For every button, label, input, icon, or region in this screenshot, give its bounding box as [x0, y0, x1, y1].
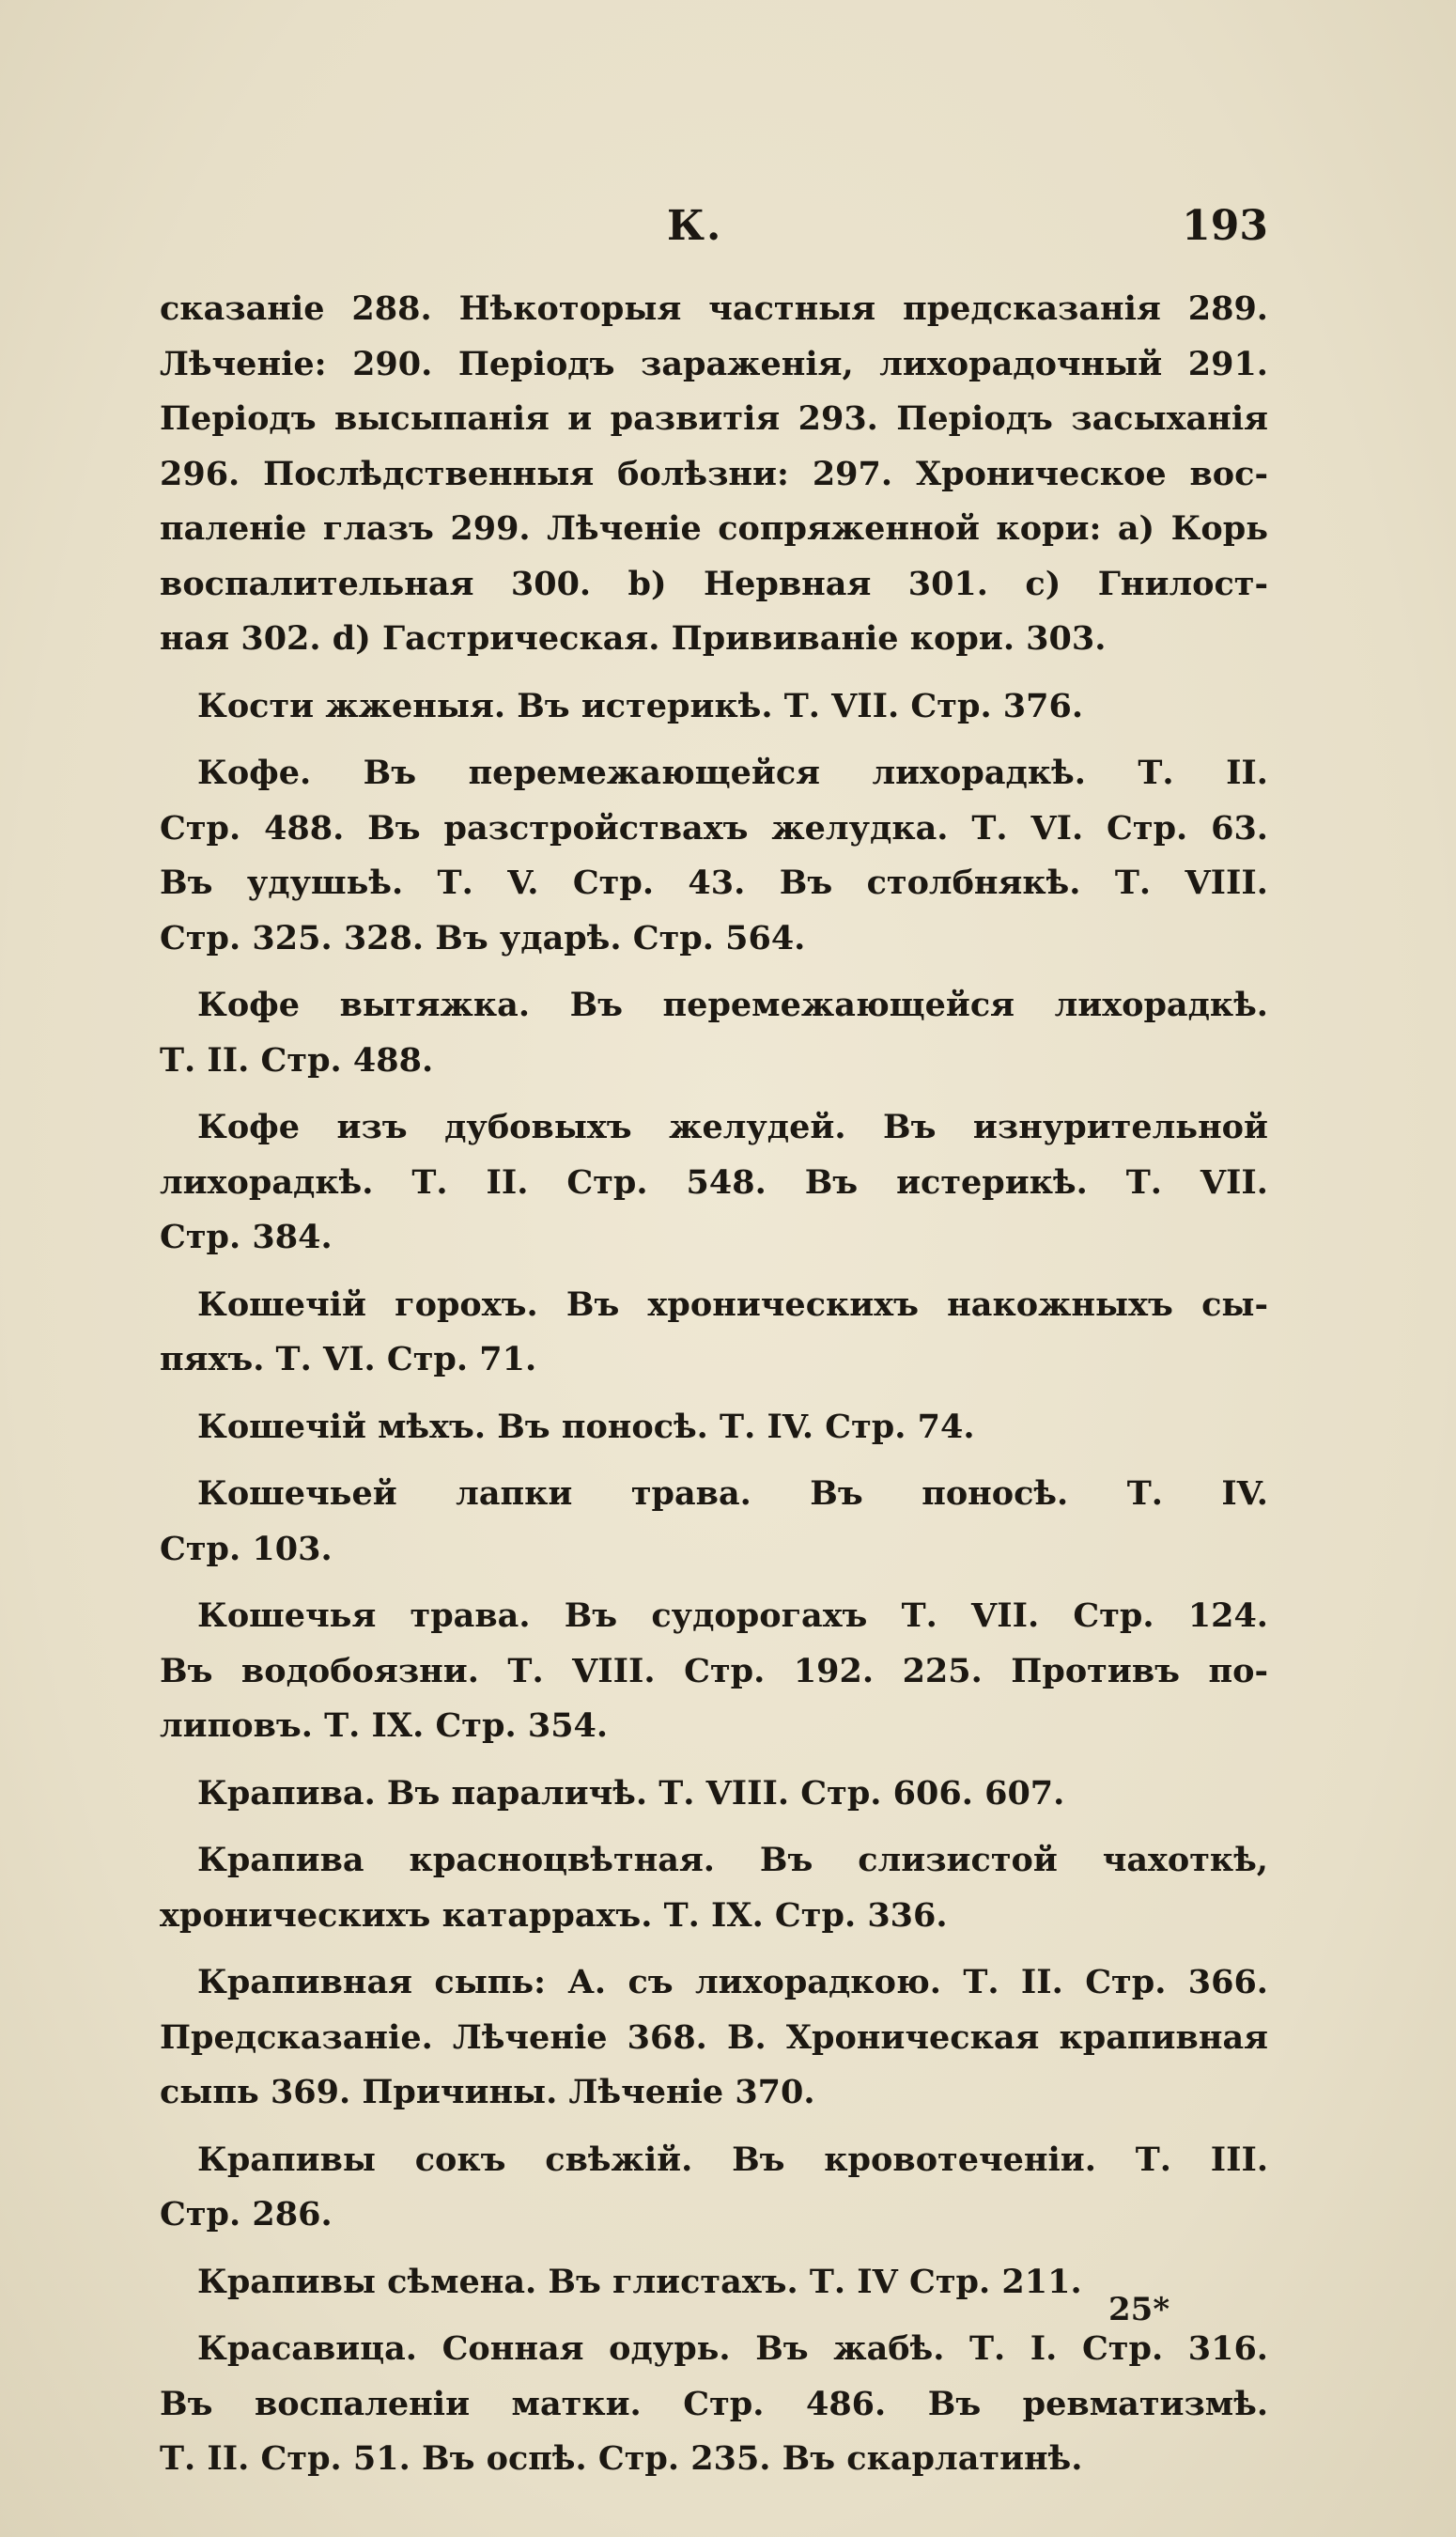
- entry-line: Кости жженыя. Въ истерикѣ. Т. VII. Стр. 376.: [197, 686, 1084, 725]
- index-entry: [160, 2133, 1268, 2243]
- entry-line: Кошечій мѣхъ. Въ поносѣ. Т. IV. Стр. 74.: [197, 1407, 975, 1446]
- entry-line: Крапива красноцвѣтная. Въ слизистой чахоткѣ,: [197, 1841, 1268, 1879]
- entry-line: лихорадкѣ. Т. II. Стр. 548. Въ истерикѣ. Т. VII.: [160, 1162, 1268, 1202]
- entry-line: 296. Послѣдственныя болѣзни: 297. Хроническое вос-: [160, 454, 1268, 493]
- index-entry: [160, 1767, 1268, 1822]
- entry-line: Въ водобоязни. Т. VIII. Стр. 192. 225. Противъ по-: [160, 1651, 1268, 1690]
- entry-line: Предсказаніе. Лѣченіе 368. В. Хроническая крапивная: [160, 2017, 1268, 2057]
- entry-line: Стр. 384.: [160, 1218, 333, 1256]
- entry-line: Стр. 488. Въ разстройствахъ желудка. Т. VI. Стр. 63.: [160, 808, 1268, 848]
- index-entry: [160, 1400, 1268, 1455]
- entry-line: Кошечьей лапки трава. Въ поносѣ. Т. IV.: [197, 1474, 1268, 1513]
- entry-line: хроническихъ катаррахъ. Т. IX. Стр. 336.: [160, 1895, 948, 1935]
- entry-line: липовъ. Т. IX. Стр. 354.: [160, 1706, 609, 1745]
- index-entry: [160, 2322, 1268, 2487]
- entry-line: пяхъ. Т. VI. Стр. 71.: [160, 1340, 537, 1378]
- index-entry: [160, 679, 1268, 735]
- entry-line: Стр. 286.: [160, 2195, 333, 2233]
- running-header: [160, 202, 1268, 268]
- index-entry: [160, 1467, 1268, 1577]
- entry-line: Т. II. Стр. 488.: [160, 1040, 434, 1080]
- entry-line: Кошечья трава. Въ судорогахъ Т. VII. Стр. 124.: [197, 1596, 1268, 1635]
- index-entry: [160, 1955, 1268, 2121]
- section-letter: К.: [667, 202, 723, 250]
- entry-line: Т. II. Стр. 51. Въ оспѣ. Стр. 235. Въ скарлатинѣ.: [160, 2439, 1083, 2478]
- entry-line: Лѣченіе: 290. Періодъ зараженія, лихорадочный 291.: [160, 344, 1268, 383]
- entry-line: Періодъ высыпанія и развитія 293. Періодъ засыханія: [160, 399, 1268, 438]
- entry-line: сыпь 369. Причины. Лѣченіе 370.: [160, 2073, 815, 2111]
- entry-line: Кофе. Въ перемежающейся лихорадкѣ. Т. II.: [197, 754, 1268, 792]
- index-entry: [160, 1278, 1268, 1388]
- index-entry: [160, 2255, 1268, 2311]
- index-entry: [160, 1100, 1268, 1266]
- index-entry: [160, 282, 1268, 667]
- entry-line: Въ удушьѣ. Т. V. Стр. 43. Въ столбнякѣ. Т. VIII.: [160, 864, 1268, 902]
- entry-line: Крапивы сѣмена. Въ глистахъ. Т. IV Стр. 211.: [197, 2262, 1082, 2301]
- entry-line: Кошечій горохъ. Въ хроническихъ накожныхъ сы-: [197, 1284, 1268, 1324]
- signature-mark: 25*: [1108, 2291, 1170, 2328]
- index-entry: [160, 978, 1268, 1088]
- index-entry: [160, 1589, 1268, 1754]
- entry-line: Кофе изъ дубовыхъ желудей. Въ изнурительной: [197, 1108, 1268, 1146]
- index-entries: [160, 282, 1268, 2499]
- entry-line: Крапивы сокъ свѣжій. Въ кровотеченіи. Т. III.: [197, 2140, 1268, 2179]
- page-number: 193: [1182, 202, 1268, 250]
- entry-line: паленіе глазъ 299. Лѣченіе сопряженной кори: a) Корь: [160, 509, 1268, 548]
- entry-line: Крапива. Въ параличѣ. Т. VIII. Стр. 606. 607.: [197, 1773, 1065, 1813]
- entry-line: Красавица. Сонная одурь. Въ жабѣ. Т. I. Стр. 316.: [197, 2329, 1268, 2368]
- entry-line: воспалительная 300. b) Нервная 301. c) Гнилост-: [160, 564, 1268, 603]
- entry-line: Стр. 325. 328. Въ ударѣ. Стр. 564.: [160, 918, 806, 957]
- entry-line: сказаніе 288. Нѣкоторыя частныя предсказанія 289.: [160, 289, 1268, 328]
- entry-line: Кофе вытяжка. Въ перемежающейся лихорадкѣ.: [197, 986, 1268, 1024]
- index-entry: [160, 746, 1268, 966]
- entry-line: Стр. 103.: [160, 1529, 333, 1568]
- entry-line: Въ воспаленіи матки. Стр. 486. Въ ревматизмѣ.: [160, 2384, 1268, 2423]
- entry-line: Крапивная сыпь: А. съ лихорадкою. Т. II. Стр. 366.: [197, 1963, 1268, 2001]
- index-entry: [160, 1833, 1268, 1943]
- entry-line: ная 302. d) Гастрическая. Прививаніе кори. 303.: [160, 619, 1107, 658]
